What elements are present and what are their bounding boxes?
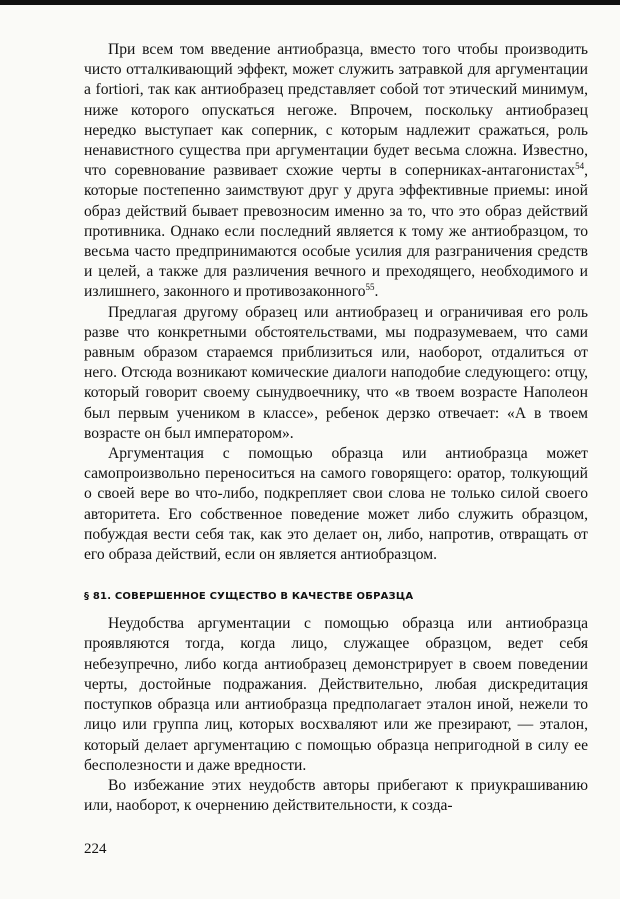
footnote-ref-54[interactable]: 54 <box>575 161 585 172</box>
page-body <box>84 40 588 816</box>
section-paragraph-1: Неудобства аргументации с помощью образца или антиобразца проявляются тогда, когда лицо, служащее образцом, ведет себя небезупречно, либо когда антиобразец демонстрирует в своем поведении черты, достойные подражания. Действительно, любая дискредитация поступков образца или антиобразца предполагает эталон иной, нежели то лицо или группа лиц, которых восхваляют или же презирают, — эталон, который делает аргументацию с помощью образца непригодной в силу ее бесполезности и даже вредности. <box>84 615 588 774</box>
paragraph-1-text-b: , которые постепенно заимствуют друг у друга эффективные приемы: иной образ действий бывает превозносим именно за то, что это образ действий противника. Однако если последний является к тому же антиобразцом, то весьма часто предпринимаются особые усилия для разграничения средств и целей, а также для различения вечного и преходящего, необходимого и излишнего, законного и противозаконного <box>84 162 588 301</box>
footnote-ref-55[interactable]: 55 <box>365 282 375 293</box>
paragraph-1-text-c: . <box>374 283 379 301</box>
section-heading: § 81. СОВЕРШЕННОЕ СУЩЕСТВО В КАЧЕСТВЕ ОБРАЗЦА <box>84 591 414 603</box>
paragraph-3: Аргументация с помощью образца или антиобразца может самопроизвольно переноситься на самого говорящего: оратор, толкующий о своей вере во что-либо, подкрепляет свои слова не только силой своего авторитета. Его собственное поведение может либо служить образцом, побуждая вести себя так, как это делает он, либо, напротив, отвращать от его образа действий, если он является антиобразцом. <box>84 445 588 564</box>
paragraph-1 <box>84 40 588 303</box>
paragraph-1-text-a: При всем том введение антиобразца, вместо того чтобы производить чисто отталкивающий эффект, может служить затравкой для аргументации a fortiori, так как антиобразец представляет собой тот этический минимум, ниже которого опускаться негоже. Впрочем, поскольку антиобразец нередко выступает как соперник, с которым надлежит сражаться, роль ненавистного существа при аргументации будет весьма сложна. Известно, что соревнование развивает схожие черты в соперниках-антагонистах <box>84 41 588 180</box>
page-top-border <box>0 0 620 5</box>
section-paragraph-2: Во избежание этих неудобств авторы прибегают к приукрашиванию или, наоборот, к очернению действительности, к созда- <box>84 776 588 815</box>
paragraph-2: Предлагая другому образец или антиобразец и ограничивая его роль разве что конкретными обстоятельствами, мы подразумеваем, что сами равным образом стараемся приблизиться или, наоборот, отдалиться от него. Отсюда возникают комические диалоги наподобие следующего: отцу, который говорит своему сынудвоечнику, что «в твоем возрасте Наполеон был первым учеником в классе», ребенок дерзко отвечает: «А в твоем возрасте он был императором». <box>84 303 588 442</box>
page-number: 224 <box>84 841 107 857</box>
